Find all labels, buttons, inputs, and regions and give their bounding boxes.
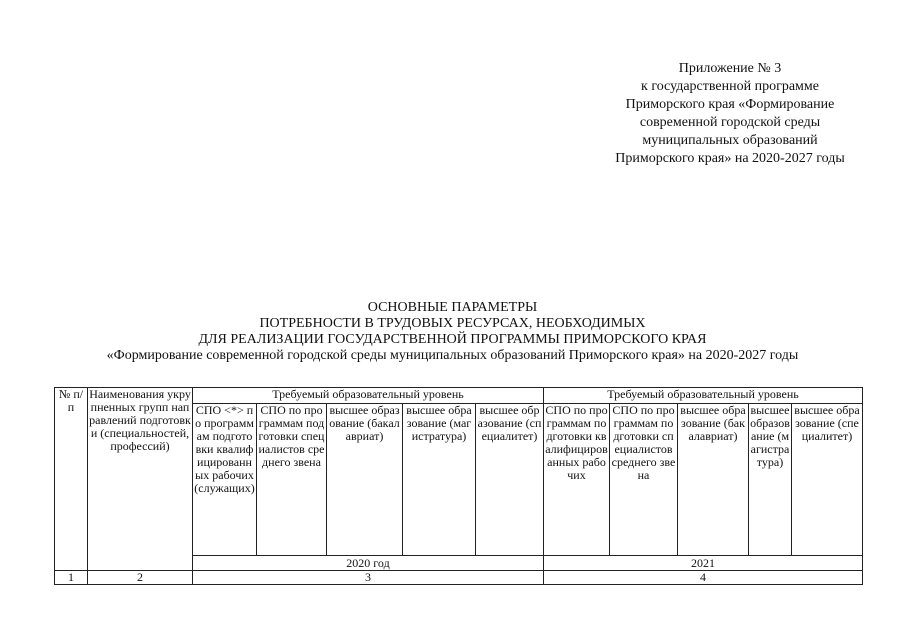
header-cell: СПО по программам подготовки квалифицированных рабочих (544, 404, 610, 556)
header-cell: высшее образование (бакалавриат) (327, 404, 403, 556)
title-line: ДЛЯ РЕАЛИЗАЦИИ ГОСУДАРСТВЕННОЙ ПРОГРАММЫ ПРИМОРСКОГО КРАЯ (198, 332, 707, 347)
appendix-line: Приморского края «Формирование (625, 97, 835, 112)
table-row (55, 571, 863, 585)
header-name: Наименования укрупненных групп направлений подготовки (специальностей, профессий) (88, 388, 193, 571)
header-cell: высшее образование (специалитет) (476, 404, 544, 556)
index-cell: 2 (88, 571, 193, 585)
title-line: «Формирование современной городской среды муниципальных образований Приморского края» на 2020-2027 годы (106, 348, 799, 363)
appendix-line: современной городской среды (639, 115, 821, 130)
header-level-2020: Требуемый образовательный уровень (193, 388, 544, 404)
year-2021: 2021 (544, 556, 863, 571)
appendix-line: Приморского края» на 2020-2027 годы (615, 151, 845, 166)
index-cell: 4 (544, 571, 863, 585)
appendix-line: к государственной программе (641, 79, 819, 94)
document-title (0, 300, 905, 364)
appendix-note (585, 60, 875, 168)
header-num: № п/п (55, 388, 88, 571)
header-cell: высшее образование (магистратура) (749, 404, 792, 556)
header-cell: СПО по программам подготовки специалистов среднего звена (257, 404, 327, 556)
header-cell: высшее образование (специалитет) (792, 404, 863, 556)
parameters-table (54, 387, 863, 585)
index-cell: 3 (193, 571, 544, 585)
index-cell: 1 (55, 571, 88, 585)
header-level-2021: Требуемый образовательный уровень (544, 388, 863, 404)
appendix-line: Приложение № 3 (678, 61, 782, 76)
header-cell: СПО <*> по программам подготовки квалифицированных рабочих (служащих) (193, 404, 257, 556)
title-line: ПОТРЕБНОСТИ В ТРУДОВЫХ РЕСУРСАХ, НЕОБХОДИМЫХ (259, 316, 646, 331)
header-cell: СПО по программам подготовки специалистов среднего звена (610, 404, 678, 556)
title-line: ОСНОВНЫЕ ПАРАМЕТРЫ (367, 300, 538, 315)
header-cell: высшее образование (бакалавриат) (678, 404, 749, 556)
header-cell: высшее образование (магистратура) (403, 404, 476, 556)
appendix-line: муниципальных образований (642, 133, 818, 148)
year-2020: 2020 год (193, 556, 544, 571)
